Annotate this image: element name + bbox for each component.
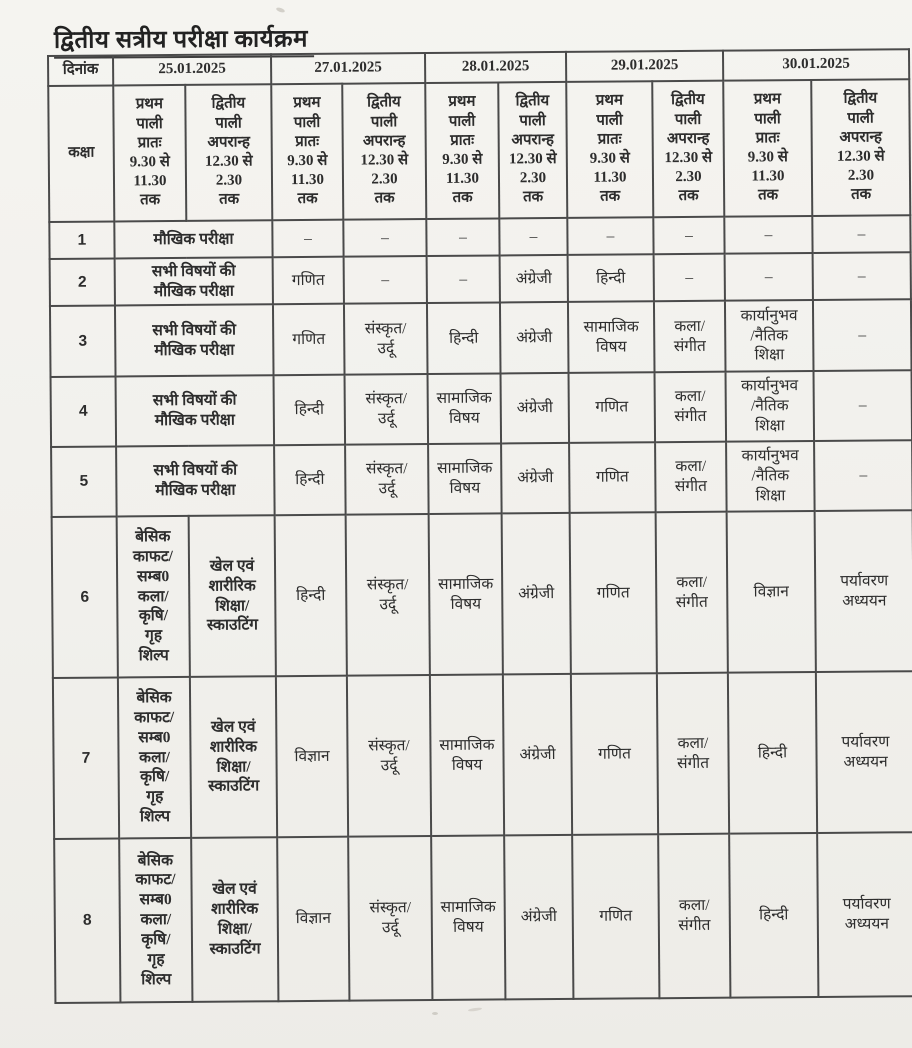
subject-cell: अंग्रेजी (502, 513, 571, 675)
sports-scouting-cell: खेल एवं शारीरिक शिक्षा/ स्काउटिंग (191, 837, 278, 1002)
subject-cell: – (343, 219, 426, 257)
subject-cell: – (813, 252, 911, 300)
oral-exam-cell: सभी विषयों की मौखिक परीक्षा (115, 257, 273, 305)
class-number-cell: 4 (51, 376, 117, 447)
subject-cell: अंग्रेजी (500, 302, 569, 374)
shift-header-row (48, 79, 910, 222)
subject-cell: गणित (273, 304, 345, 376)
class-number-cell: 6 (52, 516, 118, 678)
subject-cell: संस्कृत/ उर्दू (345, 444, 429, 515)
table-row-class-3 (50, 299, 912, 377)
subject-cell: गणित (571, 673, 658, 835)
table-row-class-7 (53, 671, 912, 839)
subject-cell: हिन्दी (728, 672, 817, 834)
table-row-class-8 (54, 832, 912, 1003)
subject-cell: – (426, 218, 499, 256)
subject-cell: संस्कृत/ उर्दू (344, 303, 428, 375)
subject-cell: अंग्रेजी (501, 373, 570, 444)
subject-cell: – (567, 217, 653, 255)
class-number-cell: 5 (51, 446, 117, 517)
oral-exam-cell: सभी विषयों की मौखिक परीक्षा (116, 445, 275, 516)
sports-scouting-cell: खेल एवं शारीरिक शिक्षा/ स्काउटिंग (189, 515, 276, 677)
subject-cell: कार्यानुभव /नैतिक शिक्षा (726, 441, 815, 512)
shift-header-afternoon: द्वितीय पाली अपरान्ह 12.30 से 2.30 तक (652, 81, 724, 218)
shift-header-afternoon: द्वितीय पाली अपरान्ह 12.30 से 2.30 तक (811, 79, 910, 216)
subject-cell: पर्यावरण अध्ययन (815, 510, 912, 672)
craft-subjects-cell: बेसिक काफट/ सम्ब0 कला/ कृषि/ गृह शिल्प (117, 516, 190, 678)
date-header: 25.01.2025 (113, 54, 271, 85)
subject-cell: गणित (569, 372, 656, 443)
subject-cell: सामाजिक विषय (428, 443, 502, 514)
subject-cell: – (812, 215, 910, 253)
subject-cell: गणित (570, 512, 657, 674)
craft-subjects-cell: बेसिक काफट/ सम्ब0 कला/ कृषि/ गृह शिल्प (119, 838, 192, 1003)
shift-header-morning: प्रथम पाली प्रातः 9.30 से 11.30 तक (113, 85, 186, 222)
subject-cell: संस्कृत/ उर्दू (346, 514, 430, 676)
class-number-cell: 3 (50, 305, 116, 377)
craft-subjects-cell: बेसिक काफट/ सम्ब0 कला/ कृषि/ गृह शिल्प (118, 677, 191, 839)
subject-cell: हिन्दी (427, 302, 501, 374)
subject-cell: – (814, 440, 912, 511)
class-number-cell: 2 (50, 258, 115, 306)
shift-header-afternoon: द्वितीय पाली अपरान्ह 12.30 से 2.30 तक (185, 84, 272, 221)
corner-date-label: दिनांक (48, 55, 113, 86)
subject-cell: कला/ संगीत (658, 834, 730, 999)
subject-cell: संस्कृत/ उर्दू (345, 374, 429, 445)
exam-schedule-table (47, 48, 912, 1004)
table-row-class-2 (50, 252, 911, 306)
subject-cell: कला/ संगीत (655, 372, 727, 443)
subject-cell: हिन्दी (568, 254, 654, 302)
subject-cell: पर्यावरण अध्ययन (816, 671, 912, 833)
subject-cell: – (725, 253, 813, 301)
oral-exam-cell: सभी विषयों की मौखिक परीक्षा (115, 304, 274, 376)
subject-cell: सामाजिक विषय (431, 835, 505, 1000)
date-header: 27.01.2025 (271, 53, 425, 84)
subject-cell: – (724, 216, 812, 254)
subject-cell: विज्ञान (727, 511, 816, 673)
subject-cell: संस्कृत/ उर्दू (348, 836, 432, 1001)
subject-cell: कार्यानुभव /नैतिक शिक्षा (725, 300, 814, 372)
subject-cell: हिन्दी (729, 833, 818, 998)
subject-cell: – (813, 299, 912, 371)
subject-cell: – (653, 217, 724, 255)
subject-cell: हिन्दी (274, 445, 346, 516)
subject-cell: कला/ संगीत (655, 442, 727, 513)
shift-header-morning: प्रथम पाली प्रातः 9.30 से 11.30 तक (723, 80, 812, 217)
subject-cell: सामाजिक विषय (428, 373, 502, 444)
scan-smudge (432, 1012, 438, 1015)
class-number-cell: 7 (53, 677, 119, 839)
date-header: 29.01.2025 (566, 51, 723, 82)
oral-exam-cell: सभी विषयों की मौखिक परीक्षा (116, 375, 275, 446)
class-number-cell: 8 (54, 838, 120, 1003)
table-row-class-5 (51, 440, 912, 517)
scan-smudge (468, 1007, 482, 1012)
subject-cell: – (427, 255, 500, 303)
subject-cell: अंग्रेजी (503, 674, 572, 836)
shift-header-morning: प्रथम पाली प्रातः 9.30 से 11.30 तक (271, 84, 343, 221)
subject-cell: विज्ञान (277, 837, 349, 1002)
document-title: द्वितीय सत्रीय परीक्षा कार्यक्रम (54, 21, 314, 59)
shift-header-afternoon: द्वितीय पाली अपरान्ह 12.30 से 2.30 तक (498, 82, 567, 219)
subject-cell: कला/ संगीत (654, 301, 726, 373)
subject-cell: कार्यानुभव /नैतिक शिक्षा (726, 371, 815, 442)
date-header: 28.01.2025 (425, 52, 566, 83)
subject-cell: अंग्रेजी (500, 255, 568, 303)
subject-cell: अंग्रेजी (504, 835, 573, 1000)
subject-cell: अंग्रेजी (501, 443, 570, 514)
subject-cell: पर्यावरण अध्ययन (817, 832, 912, 997)
subject-cell: – (344, 256, 427, 304)
subject-cell: कला/ संगीत (656, 512, 728, 674)
shift-header-afternoon: द्वितीय पाली अपरान्ह 12.30 से 2.30 तक (342, 83, 426, 220)
subject-cell: संस्कृत/ उर्दू (347, 675, 431, 837)
corner-class-label: कक्षा (48, 85, 114, 222)
subject-cell: गणित (569, 442, 656, 513)
scan-smudge (276, 7, 286, 14)
exam-schedule-table-wrap (47, 48, 912, 1004)
subject-cell: हिन्दी (275, 515, 347, 677)
subject-cell: विज्ञान (276, 676, 348, 838)
subject-cell: हिन्दी (274, 375, 346, 446)
subject-cell: – (814, 370, 912, 441)
table-row-class-6 (52, 510, 912, 678)
class-number-cell: 1 (49, 221, 114, 259)
shift-header-morning: प्रथम पाली प्रातः 9.30 से 11.30 तक (566, 81, 653, 218)
subject-cell: – (499, 218, 567, 256)
table-row-class-4 (51, 370, 912, 447)
subject-cell: – (654, 254, 725, 302)
subject-cell: सामाजिक विषय (429, 513, 503, 675)
date-header: 30.01.2025 (723, 49, 909, 80)
sports-scouting-cell: खेल एवं शारीरिक शिक्षा/ स्काउटिंग (190, 676, 277, 838)
subject-cell: गणित (572, 834, 659, 999)
oral-exam-cell: मौखिक परीक्षा (114, 220, 272, 258)
subject-cell: – (272, 220, 343, 258)
subject-cell: कला/ संगीत (657, 673, 729, 835)
subject-cell: सामाजिक विषय (568, 301, 655, 373)
subject-cell: गणित (273, 257, 344, 305)
subject-cell: सामाजिक विषय (430, 674, 504, 836)
shift-header-morning: प्रथम पाली प्रातः 9.30 से 11.30 तक (425, 82, 499, 219)
